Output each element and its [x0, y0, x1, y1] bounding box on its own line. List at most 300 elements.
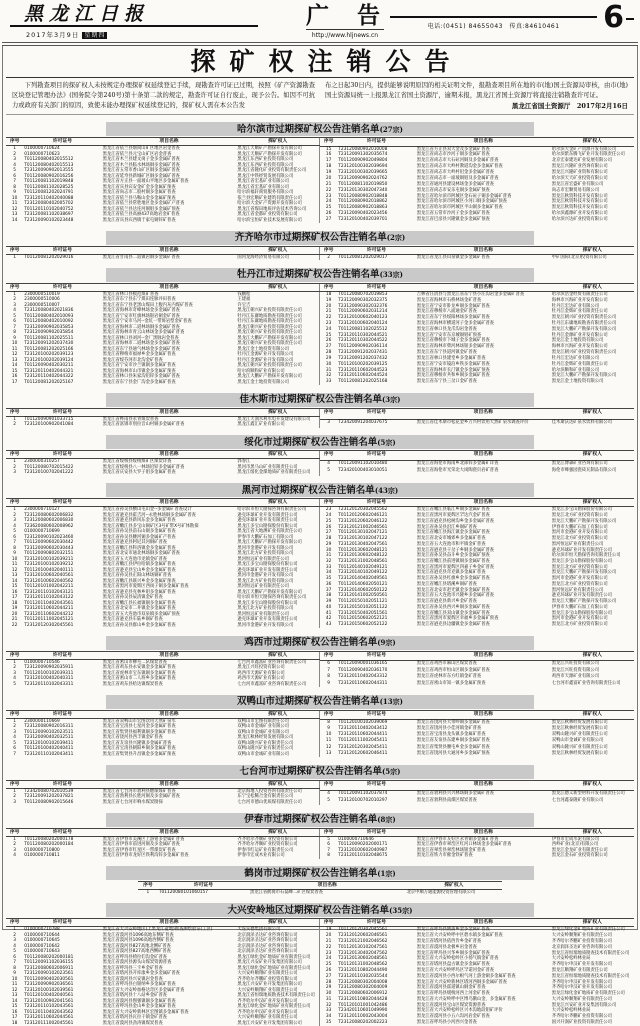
owner-name: 七台河市鑫富矿业咨询有限责任公司: [237, 681, 307, 687]
section-title-bar: [6, 387, 634, 407]
owner-name: 黑龙江省宏盛矿业有限公司: [551, 181, 604, 187]
owner-name: 牡丹江宏达矿业有限公司: [551, 355, 600, 361]
row-no: 7: [327, 847, 330, 853]
intro-paragraph-right: [325, 81, 628, 112]
table-row: [6, 470, 320, 476]
row-no: 1: [13, 718, 16, 724]
license-no: T01120080101060157: [158, 890, 209, 896]
row-no: 11: [325, 738, 332, 744]
row-no: 20: [325, 175, 332, 181]
row-no: 10: [11, 976, 18, 982]
row-no: 23: [325, 193, 332, 199]
table-row: [320, 176, 634, 182]
project-name: 黑龙江省尚志市大岭村教道沟金多金属矿普查: [416, 164, 503, 170]
project-name: 黑龙江省漠河县小西尔根气河上游金铜多金属矿普查: [416, 973, 516, 979]
owner-name: 黑龙江兴隆矿业咨询有限公司: [551, 164, 608, 170]
section-title-bar: [6, 759, 634, 779]
row-no: 35: [325, 1019, 332, 1025]
license-no: 0100000710644: [24, 932, 60, 938]
license-no: T23120090902035854: [24, 330, 74, 336]
owner-name: 大兴安岭顺翔矿业有限责任公司: [237, 987, 298, 993]
section-count: (5宗): [382, 767, 401, 777]
row-no: 16: [11, 589, 18, 595]
owner-name: 七台河市鑫富矿业咨询有限责任公司: [551, 680, 621, 686]
license-no: T23120080302004009: [338, 985, 388, 991]
project-name: 黑龙江省友谊县东建乡铜多金属矿普查: [416, 738, 490, 744]
notice-table: [320, 137, 634, 223]
column-header: 许可证号: [337, 651, 416, 660]
row-no: 23: [325, 507, 332, 513]
owner-name: 尚志市宏顺贸易有限公司: [551, 187, 600, 193]
owner-name: 黑龙江天润水利水电开发建设有限公司: [237, 416, 311, 422]
row-no: 9: [327, 725, 330, 731]
city-section: [6, 478, 634, 629]
owner-name: 黑龙江绿化金矿地质矿业有限责任公司: [237, 954, 311, 960]
license-no: T23420110601049990: [338, 1008, 388, 1014]
city-section: [6, 807, 634, 859]
owner-name: 黑龙江天顺矿产勘探开发有限公司: [237, 151, 302, 157]
owner-name: 黑龙江北方矿业投资有限公司: [551, 513, 608, 519]
project-name: 黑龙江省绥芬河市北沟金矿普查: [102, 357, 163, 363]
row-no: 30: [325, 361, 332, 367]
owner-name: 黑龙江多宝山勘探股份有限公司: [237, 562, 298, 568]
owner-name: 北京海地人投资咨询有限责任公司: [237, 788, 302, 794]
project-name: 黑龙江省五常市香山矿区铜多金属矿普查: [102, 168, 180, 174]
owner-name: 黑龙江绿化金矿地质矿业有限责任公司: [551, 927, 625, 933]
license-no: T23120110402043312: [338, 674, 388, 680]
section-title: 牡丹江市过期探矿权公告注销名单: [237, 269, 380, 281]
table-row: [6, 617, 320, 623]
owner-name: 齐齐哈尔申汉矿业开发有限公司: [551, 985, 612, 991]
column-header: 许可证号: [337, 283, 416, 291]
project-name: 黑龙江省甘南县二道镇岩铜多金属矿普查: [102, 254, 180, 260]
project-name: 黑龙江省呼玛县缓棱河西上河金矿普查: [416, 991, 490, 997]
license-no: T23420080702010539: [24, 788, 74, 794]
row-no: 19: [325, 170, 332, 176]
license-no: T01120100402040411: [24, 746, 74, 752]
project-name: 黑龙江省东宁县金厂沟金多金属矿普查: [102, 379, 176, 385]
project-name: 黑龙江省呼玛县小河西兴金普查: [416, 1019, 477, 1025]
owner-name: 双鸭山市金诚矿业有限公司: [237, 751, 289, 757]
column-header: 项目名称: [416, 246, 551, 254]
license-no: T23120080602006832: [24, 512, 74, 518]
date-line: [10, 27, 258, 39]
row-no: 32: [325, 373, 332, 379]
owner-name: 逊克环球矿业开发有限责任公司: [551, 593, 612, 599]
license-no: T01120090602031214: [338, 309, 388, 315]
owner-name: 黑龙江多宝山勘探股份有限公司: [551, 559, 612, 564]
row-no: 36: [325, 581, 332, 587]
row-no: 3: [13, 729, 16, 735]
owner-name: 黑龙江朝兴矿业投资有限责任公司: [237, 308, 302, 314]
column-header: 许可证号: [23, 246, 101, 254]
project-name: 黑龙江省穆棱市共和乡铜多金属矿普查: [416, 373, 490, 379]
column-header: 探矿权人: [551, 919, 634, 927]
row-no: 22: [325, 944, 332, 950]
license-no: T01120120602046121: [338, 513, 388, 519]
table-row: [320, 738, 634, 744]
table-row: [6, 573, 320, 579]
row-no: 11: [11, 562, 18, 568]
project-name: 黑龙江省友谊县兴隆镇多金属矿普查: [102, 740, 172, 746]
table-row: [6, 993, 320, 999]
owner-name: 黑龙江多宝山勘探股份有限公司: [237, 600, 298, 606]
project-name: 黑龙江省大兴安岭加格达奇区多金属矿普查: [102, 987, 185, 993]
project-name: 黑龙江省海伦市海南乡北部锌多金属矿详查: [416, 461, 499, 467]
license-no: T01120100102039311: [24, 670, 74, 676]
column-header: 项目名称: [102, 710, 237, 718]
section-title: 齐齐哈尔市过期探矿权公告注销名单: [234, 232, 387, 244]
project-name: 黑龙江省逊克县边疆镇金多金属矿普查: [416, 622, 490, 628]
row-no: 6: [13, 534, 16, 540]
section-title-bar: [6, 478, 634, 498]
project-name: 黑龙江省嫩江县前进镇铜多金属矿普查: [416, 559, 490, 564]
table-row: [6, 540, 320, 546]
column-header: 序号: [6, 408, 23, 416]
notice-table: [6, 137, 320, 223]
column-header: 许可证号: [337, 499, 416, 507]
project-name: 黑龙江省东宁县老黑山煤田上腹内灰内煤矿普查: [102, 302, 193, 308]
table-row: [320, 798, 634, 805]
section-count: (13宗): [379, 697, 403, 707]
table-row: [320, 939, 634, 945]
city-section: [6, 387, 634, 428]
license-no: T23120120602046122: [338, 518, 388, 524]
license-no: T23120110402044321: [24, 368, 74, 374]
license-no: T23120111002045561: [24, 1020, 74, 1026]
project-name: 黑龙江省逊克县阿尼其河铜矿普查: [102, 540, 168, 546]
table-row: [6, 595, 320, 601]
license-no: T01120150602052121: [338, 616, 388, 622]
owner-name: 黑龙江秋林经贸发展有限公司: [551, 725, 608, 731]
owner-name: 鸡西市天源矿业有限公司: [551, 674, 600, 680]
owner-name: 黑河市金港矿业开发有限公司: [237, 545, 294, 551]
owner-name: 黑龙江绿化金矿地质矿业有限责任公司: [551, 991, 625, 997]
city-section: [6, 898, 634, 1026]
column-header: 许可证号: [337, 780, 416, 790]
table-header-row: [320, 828, 634, 836]
table-row: [6, 146, 320, 152]
owner-name: 黑河市金港矿业开发有限公司: [551, 576, 608, 582]
owner-name: 黑龙江秋资科技开发有限公司: [551, 205, 608, 211]
table-header-row: [6, 283, 320, 291]
row-no: 9: [327, 680, 330, 686]
project-name: 黑龙江省呼玛县三卡乡金矿普查: [102, 965, 163, 971]
owner-name: 黑龙江省恒瑞地质勘查技术有限责任公司: [551, 950, 630, 956]
row-no: 21: [325, 939, 332, 945]
owner-name: 黑河市金港矿业开发有限公司: [551, 530, 608, 536]
license-no: 2300000510019: [24, 291, 60, 297]
notice-table: [320, 710, 634, 758]
owner-name: 黑河恒远矿业有限责任公司: [237, 584, 289, 590]
row-no: 15: [11, 1004, 18, 1010]
project-name: 黑龙江省伊春市美溪区上游钼多金属矿普查: [102, 836, 185, 842]
project-name: 黑龙江省通河县建设林场金多金属矿普查: [416, 181, 495, 187]
row-no: 29: [325, 355, 332, 361]
table-row: [320, 182, 634, 188]
project-name: 黑龙江省依兰县常胜地区金多金属矿产普查: [102, 201, 185, 207]
owner-name: 许宝吉: [237, 302, 251, 308]
license-no: T01120081102025511: [24, 335, 74, 341]
owner-name: 黑龙江大鹏矿产勘探开发有限公司: [237, 335, 302, 341]
license-no: 0100000710645: [24, 938, 60, 944]
owner-name: 哈尔滨浩金经贸有限责任公司: [551, 291, 608, 297]
row-no: 25: [325, 205, 332, 211]
project-name: 黑龙江省集贤县升昌镇金多金属矿预查: [102, 751, 176, 757]
owner-name: 西岭矿业(北京)有限公司: [551, 842, 599, 848]
license-no: T23120080602006912: [338, 991, 388, 997]
table-row: [6, 960, 320, 966]
project-name: 黑龙江省哈尔滨市阿城区平山铜多金属矿普查: [416, 205, 503, 211]
project-name: 黑龙江省嫩江县科洛镇金多金属矿普查: [102, 545, 176, 551]
table-row: [320, 605, 634, 611]
section-columns: [6, 918, 634, 1026]
license-no: T23120131002048561: [338, 559, 388, 564]
row-no: 10: [11, 195, 18, 201]
column-header: 序号: [6, 710, 23, 718]
section-title: 绥化市过期探矿权公告注销名单: [244, 436, 378, 448]
license-no: T23120090902035853: [24, 324, 74, 330]
license-no: T01120091102036155: [24, 960, 74, 966]
row-no: 12: [11, 987, 18, 993]
project-name: 黑龙江省宁安市沙兰镇铜多金属矿普查: [102, 363, 176, 369]
table-header-row: [6, 451, 320, 459]
row-no: 24: [325, 956, 332, 962]
table-row: [6, 190, 320, 196]
license-no: T23120091202037431: [338, 350, 388, 356]
owner-name: 哈尔滨大金矿产资源开发有限公司: [551, 146, 617, 152]
table-row: [6, 949, 320, 955]
notice-table: [6, 246, 320, 261]
table-row: [6, 374, 320, 380]
owner-name: 哈尔滨大金矿产资源开发有限公司: [237, 201, 302, 207]
project-name: 黑龙江省伊春市前进河铜及多金属矿普查: [102, 842, 180, 848]
column-header: 许可证号: [158, 882, 249, 890]
license-no: T23120100602040561: [24, 573, 74, 579]
row-no: 35: [325, 576, 332, 582]
row-no: 24: [325, 513, 332, 519]
license-no: 0100000710699: [24, 529, 60, 535]
row-no: 3: [13, 847, 16, 853]
owner-name: 黑河市黑马山矿业有限责任公司: [237, 464, 298, 470]
license-no: T01120090402036170: [338, 667, 388, 673]
license-no: T01120131002048562: [338, 962, 388, 968]
project-name: 黑龙江省宁安市马河--金坑一带斑岩型金矿普查: [102, 319, 192, 325]
project-name: 黑龙江省饶河县大带岭铜多金属矿普查: [416, 719, 490, 725]
owner-name: 王建福: [237, 297, 251, 303]
license-no: T23120090902035911: [24, 665, 74, 671]
license-no: T23120150402051561: [338, 610, 388, 616]
row-no: 7: [13, 751, 16, 757]
project-name: 黑龙江省伊春市龙好区铁利沟锌多金属矿普查: [102, 853, 189, 859]
section-title: 鹤岗市过期探矿权公告注销名单: [244, 867, 378, 879]
column-header: 探矿权人: [551, 408, 634, 419]
row-no: 7: [327, 667, 330, 673]
row-no: 2: [13, 151, 16, 157]
license-no: T23120091202037821: [24, 794, 74, 800]
owner-name: 黑龙江天鹏矿产勘探开发有限公司: [237, 589, 302, 595]
column-header: 项目名称: [416, 919, 551, 927]
section-count: (43宗): [374, 485, 399, 495]
row-no: 19: [325, 297, 332, 303]
city-section: [6, 225, 634, 260]
license-no: T23120100302039694: [338, 164, 388, 170]
owner-name: 双鸭山隆兴矿业有限责任公司: [551, 744, 608, 750]
project-name: 黑龙江省漠河县劲涛镇煤炭普查: [102, 1020, 163, 1026]
column-header: 项目名称: [249, 882, 406, 890]
table-row: [320, 681, 634, 688]
project-name: 黑龙江省绥棱县绥棱煤矿区煤炭详查: [102, 459, 172, 465]
project-name: 黑龙江省鸡东县永安镇金多金属矿普查: [102, 665, 176, 671]
owner-name: 海林市兴海矿业开发有限公司: [551, 297, 608, 303]
row-no: 9: [13, 971, 16, 977]
project-name: 黑龙江省木兰县临水林场铜多金属矿普查: [102, 162, 180, 168]
license-no: T23120091202037432: [338, 355, 388, 361]
license-no: T01120091102010480: [338, 461, 388, 467]
owner-name: 黑龙江省大地测矿业有限责任公司: [237, 529, 302, 535]
project-name: 黑龙江省海林市奇峰林场金多金属矿普查: [102, 308, 180, 314]
row-no: 24: [325, 326, 332, 332]
project-name: 黑龙江省依兰县元宝山矿区岩金普查: [102, 151, 172, 157]
owner-name: 齐齐哈尔齐鹏矿业投资有限公司: [551, 939, 612, 945]
row-no: 6: [13, 746, 16, 752]
row-no: 26: [325, 967, 332, 973]
license-no: T23120100202039124: [24, 357, 74, 363]
table-row: [6, 735, 320, 741]
project-name: 黑龙江省宁安市卧龙乡铜多金属矿普查: [416, 303, 490, 309]
license-no: T01120120302045561: [338, 927, 388, 933]
section-columns: [6, 137, 634, 223]
table-row: [6, 529, 320, 535]
license-no: T23120130102047122: [338, 536, 388, 542]
license-no: 0100000710788: [24, 927, 60, 933]
owner-name: 北京润泽圣达矿业咨询有限公司: [237, 949, 298, 955]
table-row: [6, 927, 320, 933]
license-no: T01120091102037874: [338, 790, 388, 796]
column-header: 序号: [6, 651, 23, 659]
project-name: 黑龙江省穆棱市下城子金多金属矿普查: [416, 338, 490, 344]
column-header: 探矿权人: [236, 499, 319, 507]
license-no: T01120081202025167: [24, 379, 74, 385]
license-no: T23120100302039665: [338, 170, 388, 176]
project-name: 黑龙江省大兴安岭地区(上黑龙江盆地)勘查测绘验证(工区): [102, 927, 213, 933]
section-columns: [6, 881, 634, 896]
license-no: T01120140102049121: [338, 564, 388, 570]
project-name: 黑龙江省双鸭山市宏图饮用天然矿泉水: [102, 718, 176, 724]
project-name: 黑龙江省哈尔滨市阿城区小河口铜多金属矿预查: [416, 199, 507, 205]
contact-info: 电话:(0451) 84655043 传真:84610461: [427, 23, 560, 30]
signature: 黑龙江省国土资源厅 2017年2月16日: [511, 102, 628, 111]
row-no: 15: [11, 368, 18, 374]
license-no: T23120080602006911: [24, 965, 74, 971]
project-name: 黑龙江省龙江县山泉镇金多金属矿普查: [416, 254, 490, 260]
notice-table: [138, 881, 502, 896]
announcement-frame: [2, 46, 638, 1026]
row-no: 4: [13, 943, 16, 949]
license-no: T23120130402047562: [338, 950, 388, 956]
column-header: 许可证号: [337, 408, 416, 419]
row-no: 32: [325, 1002, 332, 1008]
section-title-bar: [6, 262, 634, 282]
owner-name: 黑龙江兴旺投资有限公司: [551, 660, 600, 666]
row-no: 21: [325, 309, 332, 315]
column-header: 序号: [6, 283, 23, 291]
column-header: 探矿权人: [236, 451, 319, 459]
table-row: [6, 752, 320, 758]
license-no: T23120140602050122: [338, 587, 388, 593]
row-no: 8: [327, 719, 330, 725]
table-row: [6, 1015, 320, 1021]
table-row: [6, 853, 320, 859]
column-header: 许可证号: [23, 651, 101, 659]
project-name: 黑龙江省哈尔滨市阿城区金石砬子铜多金属矿普查: [416, 193, 512, 199]
table-row: [320, 853, 634, 859]
project-name: 黑龙江省集贤县腰屯乡金多金属矿普查: [416, 744, 490, 750]
table-row: [6, 341, 320, 347]
row-no: 33: [325, 1008, 332, 1014]
project-name: 黑龙江省逊克县松树沟乡金多金属矿普查: [416, 518, 495, 524]
project-name: 黑龙江省大兴安岭呼中区博乌鹅山金、多金属矿普查: [416, 996, 516, 1002]
column-header: 序号: [6, 451, 23, 459]
license-no: T01120080202000178: [24, 836, 74, 842]
row-no: 12: [325, 744, 332, 750]
row-no: 18: [325, 291, 332, 297]
license-no: T01120100402040111: [24, 567, 74, 573]
section-count: (35宗): [389, 905, 413, 915]
license-no: T23120080402005702: [24, 201, 74, 207]
column-header: 探矿权人: [551, 651, 634, 660]
column-header: 序号: [320, 408, 337, 419]
license-no: T23120100702010297: [338, 797, 388, 803]
project-name: 黑龙江省五大连池市龙镇金矿普查: [102, 556, 168, 562]
owner-name: 大连实德集团有限公司: [237, 927, 281, 933]
row-no: 2: [13, 724, 16, 730]
owner-name: 鸡西市天源矿业有限公司: [237, 676, 285, 682]
project-name: 黑龙江省佳木斯市松花金乡万兴村饮用天然矿泉水调查评价: [416, 419, 529, 425]
column-header: 项目名称: [102, 919, 237, 927]
row-no: 3: [13, 518, 16, 524]
column-header: 序号: [320, 499, 337, 507]
table-row: [320, 842, 634, 848]
row-no: 7: [13, 540, 16, 546]
owner-name: 哈尔滨市恒天勘探咨询有限责任公司: [237, 595, 307, 601]
section-count: (8宗): [377, 815, 396, 825]
license-no: T23120100102039561: [24, 987, 74, 993]
license-no: T01120090402030561: [24, 976, 74, 982]
license-no: T23120090402032511: [24, 735, 74, 741]
license-no: T23120110302035544: [338, 973, 388, 979]
column-header: 许可证号: [337, 919, 416, 927]
owner-name: 牡丹江东庸地质勘查有限责任公司: [237, 319, 302, 325]
row-no: 19: [11, 606, 18, 612]
table-row: [320, 660, 634, 667]
table-row: [6, 201, 320, 207]
column-header: 序号: [6, 499, 23, 507]
owner-name: 中矿国际(北京)投资有限公司: [551, 254, 607, 260]
row-no: 15: [11, 584, 18, 590]
table-row: [320, 968, 634, 974]
owner-name: 齐齐哈尔申汉矿业开发有限公司: [551, 979, 612, 985]
project-name: 黑龙江省海林市长汀镇金多金属矿预查: [416, 367, 490, 373]
license-no: T01120081102025512: [338, 326, 388, 332]
license-no: T01120080402015512: [24, 157, 74, 163]
row-no: 28: [325, 979, 332, 985]
column-header: 探矿权人: [236, 283, 319, 291]
owner-name: 齐齐哈尔申汉矿业开发有限公司: [237, 1009, 298, 1015]
table-row: [6, 212, 320, 218]
column-header: 探矿权人: [236, 780, 319, 788]
row-no: 8: [13, 330, 16, 336]
